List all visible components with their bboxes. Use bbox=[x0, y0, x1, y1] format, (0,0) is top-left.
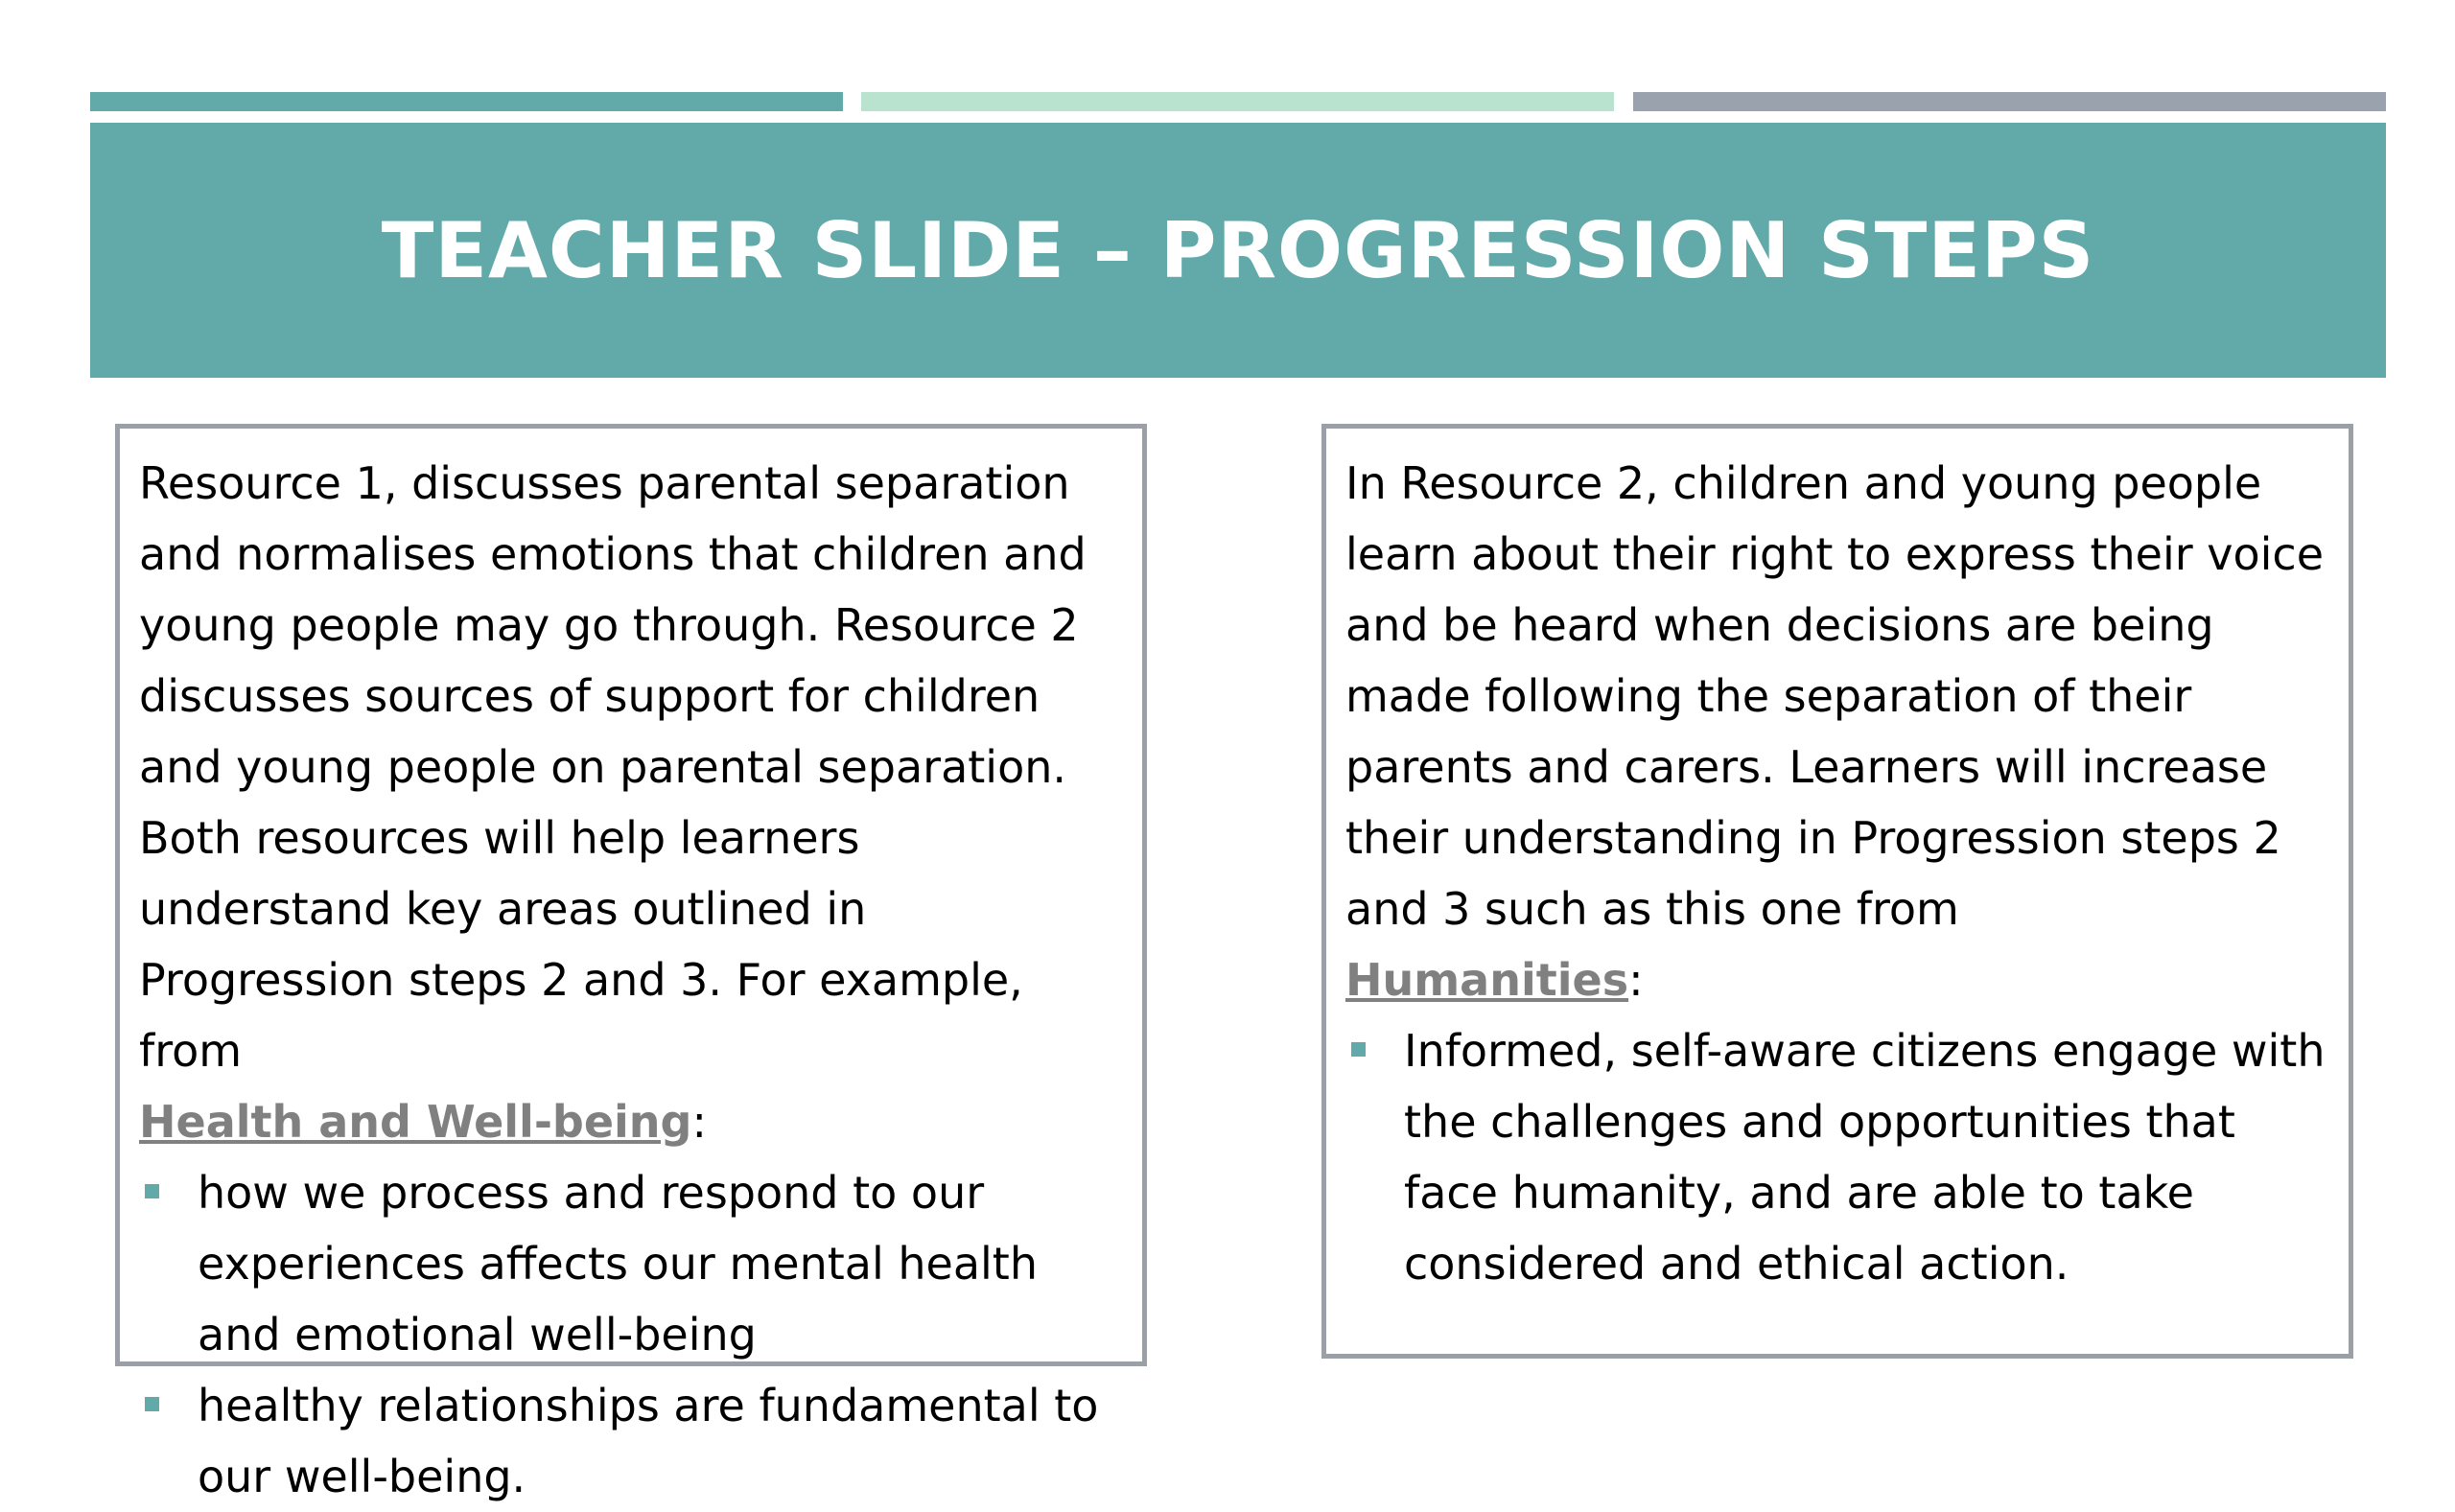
left-link-colon: : bbox=[691, 1096, 707, 1148]
left-panel-intro-text: Resource 1, discusses parental separation and normalises emotions that children and young people may go through. Resource 2 discusses sources of support for children and young people on parental separation. Both resources will help learners understand key areas outlined in Progression steps 2 and 3. For example, from bbox=[139, 457, 1087, 1077]
list-item bbox=[1345, 1015, 2327, 1299]
list-item-text: how we process and respond to our experiences affects our mental health and emotional well-being bbox=[198, 1167, 1038, 1361]
list-item-text: healthy relationships are fundamental to our well-being. bbox=[198, 1380, 1099, 1502]
title-banner bbox=[90, 123, 2386, 378]
square-bullet-icon bbox=[145, 1397, 159, 1411]
slide-title: TEACHER SLIDE – PROGRESSION STEPS bbox=[381, 205, 2095, 295]
health-and-well-being-link[interactable]: Health and Well-being bbox=[139, 1096, 692, 1148]
right-panel-intro-text: In Resource 2, children and young people learn about their right to express their voice and be heard when decisions are being made following the separation of their parents and carers. Learners will increase their understanding in Progression steps 2 and 3 such as this one from bbox=[1345, 457, 2325, 935]
square-bullet-icon bbox=[145, 1184, 159, 1198]
humanities-link[interactable]: Humanities bbox=[1345, 954, 1629, 1006]
list-item bbox=[139, 1370, 1121, 1512]
right-panel-intro bbox=[1345, 448, 2327, 1015]
left-panel-intro bbox=[139, 448, 1121, 1157]
square-bullet-icon bbox=[1351, 1042, 1366, 1057]
accent-stripe-grey bbox=[1633, 92, 2386, 111]
list-item bbox=[139, 1157, 1121, 1370]
right-bullet-list bbox=[1345, 1015, 2327, 1299]
left-bullet-list bbox=[139, 1157, 1121, 1512]
accent-stripe-mint bbox=[861, 92, 1614, 111]
left-text-panel bbox=[115, 424, 1147, 1502]
accent-stripe-teal bbox=[90, 92, 843, 111]
right-text-panel bbox=[1321, 424, 2353, 1359]
right-link-colon: : bbox=[1628, 954, 1644, 1006]
list-item-text: Informed, self-aware citizens engage with the challenges and opportunities that face humanity, and are able to take considered and ethical action. bbox=[1404, 1025, 2326, 1290]
